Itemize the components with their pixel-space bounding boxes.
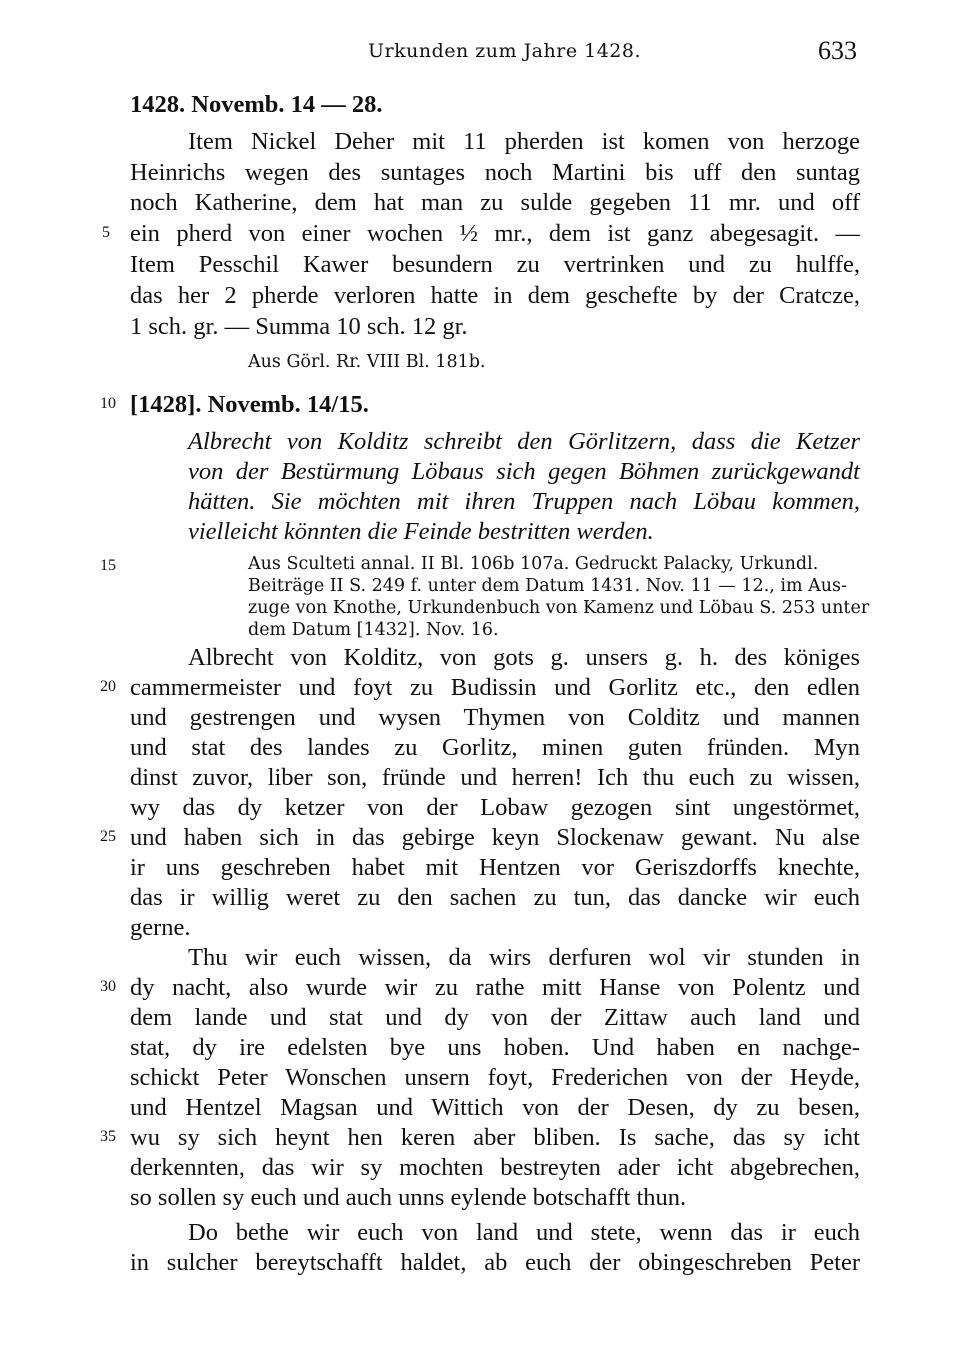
source-note: Aus Sculteti annal. II Bl. 106b 107a. Gedruckt Palacky, Urkundl. <box>248 554 819 574</box>
text-line: schickt Peter Wonschen unsern foyt, Frederichen von der Heyde, <box>130 1064 860 1091</box>
text-line: in sulcher bereytschafft haldet, ab euch der obingeschreben Peter <box>130 1249 860 1276</box>
text-line: wy das dy ketzer von der Lobaw gezogen sint ungestörmet, <box>130 794 860 821</box>
line-number: 15 <box>100 557 116 574</box>
line-number: 35 <box>100 1128 116 1145</box>
line-number: 5 <box>102 224 110 241</box>
text-line: ir uns geschreben habet mit Hentzen vor Geriszdorffs knechte, <box>130 854 860 881</box>
line-number: 25 <box>100 828 116 845</box>
line-number: 20 <box>100 678 116 695</box>
source-note: dem Datum [1432]. Nov. 16. <box>248 620 499 640</box>
entry-date: [1428]. Novemb. 14/15. <box>130 391 369 418</box>
text-line: und haben sich in das gebirge keyn Slockenaw gewant. Nu alse <box>130 824 860 851</box>
line-number: 30 <box>100 978 116 995</box>
text-line: so sollen sy euch und auch unns eylende botschafft thun. <box>130 1184 687 1211</box>
text-line: und stat des landes zu Gorlitz, minen guten fründen. Myn <box>130 734 860 761</box>
text-line: gerne. <box>130 914 191 941</box>
text-line: das ir willig weret zu den sachen zu tun, das dancke wir euch <box>130 884 860 911</box>
line-number: 10 <box>100 395 116 412</box>
page-number: 633 <box>818 36 857 65</box>
text-line: ein pherd von einer wochen ½ mr., dem ist ganz abegesagit. — <box>130 220 860 247</box>
source-note: Aus Görl. Rr. VIII Bl. 181b. <box>248 352 486 372</box>
text-line: und Hentzel Magsan und Wittich von der Desen, dy zu besen, <box>130 1094 860 1121</box>
text-line: 1 sch. gr. — Summa 10 sch. 12 gr. <box>130 313 468 340</box>
text-line: wu sy sich heynt hen keren aber bliben. Is sache, das sy icht <box>130 1124 860 1151</box>
text-line: derkennten, das wir sy mochten bestreyten ader icht abgebrechen, <box>130 1154 860 1181</box>
text-line: dy nacht, also wurde wir zu rathe mitt Hanse von Polentz und <box>130 974 860 1001</box>
running-header: Urkunden zum Jahre 1428. <box>368 40 642 62</box>
summary-line: hätten. Sie möchten mit ihren Truppen nach Löbau kommen, <box>188 488 860 515</box>
summary-line: Albrecht von Kolditz schreibt den Görlitzern, dass die Ketzer <box>188 428 860 455</box>
entry-date: 1428. Novemb. 14 — 28. <box>130 91 383 118</box>
summary-line: von der Bestürmung Löbaus sich gegen Böhmen zurückgewandt <box>188 458 860 485</box>
text-line: dinst zuvor, liber son, fründe und herren! Ich thu euch zu wissen, <box>130 764 860 791</box>
source-note: Beiträge II S. 249 f. unter dem Datum 1431. Nov. 11 — 12., im Aus- <box>248 576 847 596</box>
text-line: Albrecht von Kolditz, von gots g. unsers g. h. des königes <box>188 644 860 671</box>
text-line: Item Pesschil Kawer besundern zu vertrinken und zu hulffe, <box>130 251 860 278</box>
text-line: und gestrengen und wysen Thymen von Colditz und mannen <box>130 704 860 731</box>
source-note: zuge von Knothe, Urkundenbuch von Kamenz und Löbau S. 253 unter <box>248 598 870 618</box>
text-line: Heinrichs wegen des suntages noch Martini bis uff den suntag <box>130 159 860 186</box>
text-line: Item Nickel Deher mit 11 pherden ist komen von herzoge <box>188 128 860 155</box>
text-line: stat, dy ire edelsten bye uns hoben. Und haben en nachge- <box>130 1034 860 1061</box>
text-line: cammermeister und foyt zu Budissin und Gorlitz etc., den edlen <box>130 674 860 701</box>
text-line: das her 2 pherde verloren hatte in dem geschefte by der Cratcze, <box>130 282 860 309</box>
text-line: Do bethe wir euch von land und stete, wenn das ir euch <box>188 1219 860 1246</box>
text-line: Thu wir euch wissen, da wirs derfuren wol vir stunden in <box>188 944 860 971</box>
text-line: dem lande und stat und dy von der Zittaw auch land und <box>130 1004 860 1031</box>
text-line: noch Katherine, dem hat man zu sulde gegeben 11 mr. und off <box>130 189 860 216</box>
summary-line: vielleicht könnten die Feinde bestritten werden. <box>188 518 654 545</box>
